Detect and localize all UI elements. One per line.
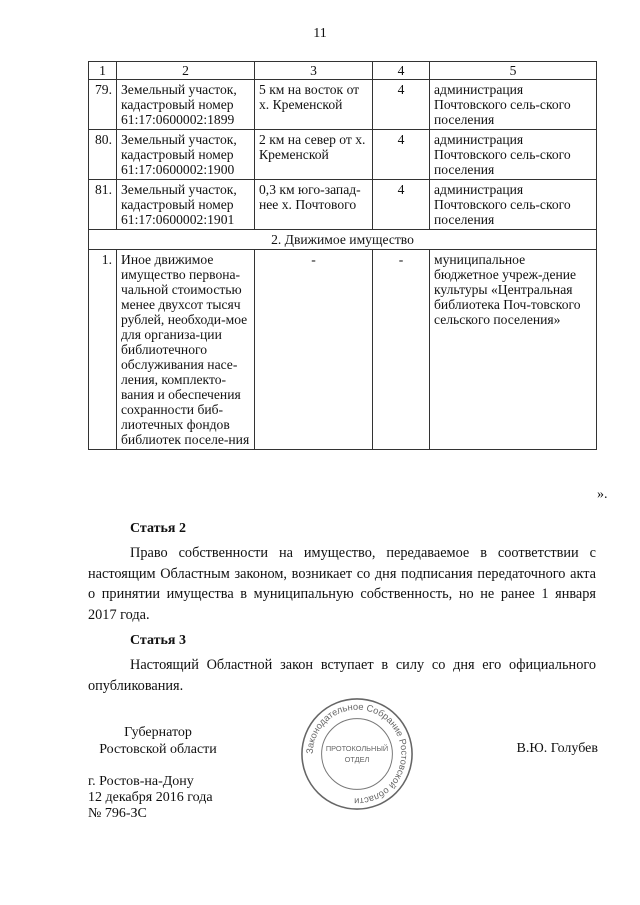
header-col-3: 3: [255, 62, 373, 80]
table-header-row: [89, 62, 597, 80]
article-2-text: Право собственности на имущество, передаваемое в соответствии с настоящим Областным законом, возникает со дня подписания передаточного акта о принятии имущества в муниципальную собственность, но не ранее 1 января 2017 года.: [88, 545, 596, 623]
row-number: 79.: [89, 80, 117, 130]
property-location: 0,3 км юго-запад-нее х. Почтового: [255, 180, 373, 230]
signer-title-line-2: Ростовской области: [99, 742, 217, 757]
place-and-date: [88, 774, 213, 822]
section-title: 2. Движимое имущество: [89, 230, 597, 250]
row-number: 1.: [89, 250, 117, 450]
property-name: Земельный участок, кадастровый номер 61:17:0600002:1901: [117, 180, 255, 230]
property-area: 4: [373, 180, 430, 230]
section-row: [89, 230, 597, 250]
property-name: Земельный участок, кадастровый номер 61:17:0600002:1899: [117, 80, 255, 130]
property-name: Иное движимое имущество первона-чальной стоимостью менее двухсот тысяч рублей, необходи-мое для организа-ции библиотечного обслуживания насе-ления, комплекто-вания и обеспечения сохранности биб-лиотечных фондов библиотек поселе-ния: [117, 250, 255, 450]
seal-stamp: [298, 695, 416, 813]
table-row: [89, 130, 597, 180]
property-location: 2 км на север от х. Кременской: [255, 130, 373, 180]
property-recipient: муниципальное бюджетное учреж-дение культуры «Центральная библиотека Поч-товского сельского поселения»: [430, 250, 597, 450]
table-row: [89, 180, 597, 230]
header-col-2: 2: [117, 62, 255, 80]
property-recipient: администрация Почтовского сель-ского поселения: [430, 180, 597, 230]
seal-center-line-1: ПРОТОКОЛЬНЫЙ: [325, 744, 389, 754]
property-area: 4: [373, 80, 430, 130]
header-col-5: 5: [430, 62, 597, 80]
property-table: [88, 61, 597, 450]
seal-center-line-2: ОТДЕЛ: [344, 754, 370, 764]
date: 12 декабря 2016 года: [88, 790, 213, 805]
row-number: 81.: [89, 180, 117, 230]
property-location: -: [255, 250, 373, 450]
table-closing-mark: ».: [597, 487, 608, 502]
header-col-4: 4: [373, 62, 430, 80]
signer-name: В.Ю. Голубев: [516, 741, 598, 756]
property-recipient: администрация Почтовского сель-ского поселения: [430, 80, 597, 130]
seal-ring-text: Законодательное Собрание Ростовской области: [304, 701, 410, 807]
article-2-title: Статья 2: [130, 521, 186, 536]
article-3-text: Настоящий Областной закон вступает в силу со дня его официального опубликования.: [88, 657, 596, 694]
property-area: -: [373, 250, 430, 450]
property-location: 5 км на восток от х. Кременской: [255, 80, 373, 130]
signer-title-line-1: Губернатор: [124, 725, 192, 740]
table-row: [89, 80, 597, 130]
page-number: 11: [313, 26, 327, 41]
law-number: № 796-ЗС: [88, 806, 147, 821]
signer-title: [88, 724, 228, 758]
place: г. Ростов-на-Дону: [88, 774, 194, 789]
property-name: Земельный участок, кадастровый номер 61:17:0600002:1900: [117, 130, 255, 180]
row-number: 80.: [89, 130, 117, 180]
article-3-title: Статья 3: [130, 633, 186, 648]
table-row: [89, 250, 597, 450]
property-area: 4: [373, 130, 430, 180]
property-recipient: администрация Почтовского сель-ского поселения: [430, 130, 597, 180]
header-col-1: 1: [89, 62, 117, 80]
